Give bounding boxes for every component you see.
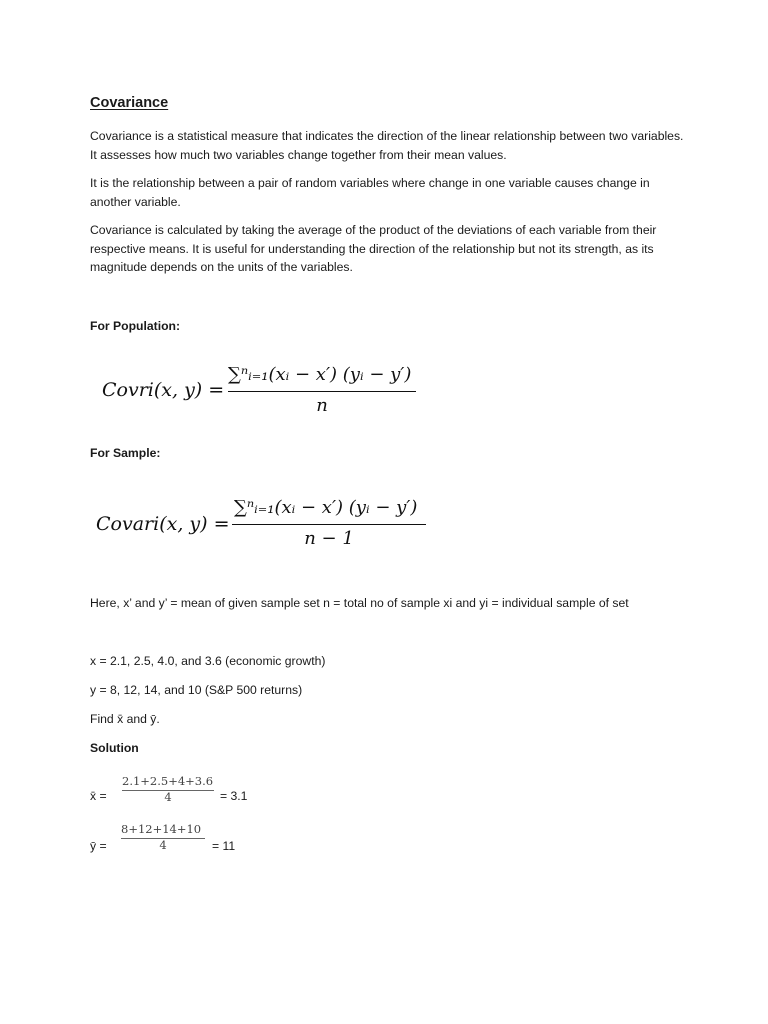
solution-label: Solution xyxy=(90,741,139,755)
y-values-text: y = 8, 12, 14, and 10 (S&P 500 returns) xyxy=(90,683,303,697)
xbar-lhs: x̄ = xyxy=(90,789,107,803)
ybar-denominator: 4 xyxy=(159,838,167,852)
sample-label: For Sample: xyxy=(90,446,161,460)
sample-formula xyxy=(96,497,436,557)
sample-formula-fraction-bar xyxy=(232,524,426,525)
definitions-text: Here, x’ and y’ = mean of given sample set n = total no of sample xi and yi = individual sample of set xyxy=(90,596,629,610)
sample-formula-denominator: n − 1 xyxy=(304,528,354,549)
ybar-fraction xyxy=(121,822,205,856)
paragraph-calculation: Covariance is calculated by taking the average of the product of the deviations of each variable from their respective means. It is useful for understanding the direction of the relationship but not its strength, as its magnitude depends on the units of the variables. xyxy=(90,223,657,274)
xbar-fraction xyxy=(122,774,214,808)
task-text: Find x̄ and ȳ. xyxy=(90,712,160,726)
xbar-numerator: 2.1+2.5+4+3.6 xyxy=(122,774,214,788)
xbar-denominator: 4 xyxy=(164,790,172,804)
paragraph-relationship: It is the relationship between a pair of random variables where change in one variable causes change in another variable. xyxy=(90,176,650,209)
population-formula-fraction-bar xyxy=(228,391,416,392)
paragraph-definition: Covariance is a statistical measure that indicates the direction of the linear relationship between two variables. It assesses how much two variables change together from their mean values. xyxy=(90,129,684,162)
sample-formula-numerator: ∑ⁿᵢ₌₁(xᵢ − x′) (yᵢ − y′) xyxy=(234,497,418,518)
population-formula-numerator: ∑ⁿᵢ₌₁(xᵢ − x′) (yᵢ − y′) xyxy=(228,364,412,385)
ybar-result: = 11 xyxy=(212,839,236,853)
population-formula xyxy=(102,362,422,422)
page-title: Covariance xyxy=(90,95,169,111)
population-formula-lhs: Covri(x, y) = xyxy=(102,379,225,401)
ybar-lhs: ȳ = xyxy=(90,839,107,853)
xbar-result: = 3.1 xyxy=(220,789,248,803)
population-label: For Population: xyxy=(90,319,181,333)
population-formula-denominator: n xyxy=(316,395,328,416)
x-values-text: x = 2.1, 2.5, 4.0, and 3.6 (economic growth) xyxy=(90,654,326,668)
sample-formula-lhs: Covari(x, y) = xyxy=(96,513,230,535)
ybar-numerator: 8+12+14+10 xyxy=(121,822,202,836)
